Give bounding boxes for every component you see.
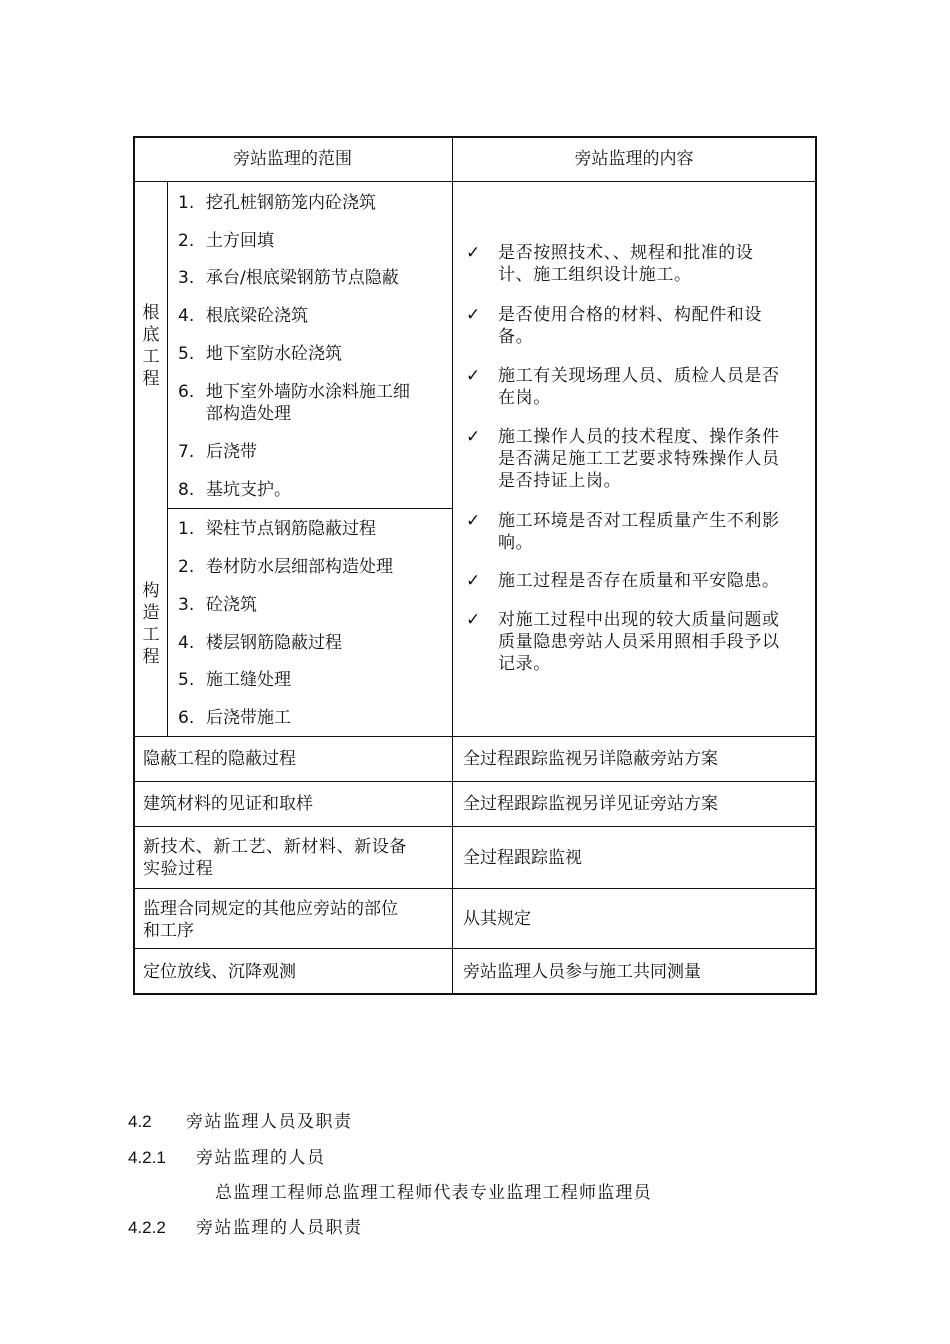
- checkmark-icon: ✓: [466, 366, 481, 386]
- row-divider-5: [133, 948, 817, 949]
- table-border-left: [133, 136, 135, 995]
- row-divider-4: [133, 888, 817, 889]
- group-label-text: 构造工程: [142, 581, 160, 667]
- section-title: 旁站监理的人员: [196, 1148, 326, 1168]
- row-content: 从其规定: [463, 909, 531, 929]
- group-label-foundation: [140, 302, 162, 390]
- section-number: 4.2: [128, 1112, 152, 1131]
- row-divider-2: [133, 781, 817, 782]
- checkmark-icon: ✓: [466, 571, 481, 591]
- checkmark-icon: ✓: [466, 305, 481, 325]
- checkmark-icon: ✓: [466, 243, 481, 263]
- row-content: 全过程跟踪监视另详见证旁站方案: [463, 794, 718, 814]
- row-scope: 新技术、新工艺、新材料、新设备 实验过程: [143, 837, 407, 879]
- section-title: 旁站监理人员及职责: [186, 1112, 353, 1132]
- row-scope: 建筑材料的见证和取样: [143, 794, 313, 814]
- row-divider-3: [133, 826, 817, 827]
- section-number: 4.2.2: [128, 1218, 166, 1237]
- row-content: 全过程跟踪监视另详隐蔽旁站方案: [463, 749, 718, 769]
- row-scope: 定位放线、沉降观测: [143, 962, 296, 982]
- supervision-table: 旁站监理的范围 旁站监理的内容 根底工程 1. 挖孔桩钢筋笼内砼浇筑 2. 土方回填 3. 承台/根底梁钢筋节点隐蔽 4. 根底梁砼浇筑 5. 地下室防水砼浇筑 6. 地下室外墙防水涂料施工细 部构造处理 7. 后浇带 8. 基坑支护。 构造工程 1. 梁柱节点钢筋隐蔽过程 2. 卷材防水层细部构造处理 3. 砼浇筑 4. 楼层钢筋隐蔽过程 5. 施工缝处理 6. 后浇带施工 ✓ 是否按照技术、、规程和批准的设 计、施工组织设计施工。 ✓ 是否使用合格的材料、构配件和设 备。 ✓ 施工有关现场理人员、质检人员是否 在岗。 ✓ 施工操作人员的技术程度、操作条件 是否满足施工工艺要求特殊操作人员 是否持证上岗。 ✓ 施工环境是否对工程质量产生不利影 响。 ✓ 施工过程是否存在质量和平安隐患。 ✓ 对施工过程中出现的较大质量问题或 质量隐患旁站人员采用照相手段予以 记录。 隐蔽工程的隐蔽过程 全过程跟踪监视另详隐蔽旁站方案 建筑材料的见证和取样 全过程跟踪监视另详见证旁站方案 新技术、新工艺、新材料、新设备 实验过程 全过程跟踪监视 监理合同规定的其他应旁站的部位 和工序 从其规定 定位放线、沉降观测 旁站监理人员参与施工共同测量: [133, 136, 817, 995]
- table-border-bottom: [133, 993, 817, 995]
- section-title: 旁站监理的人员职责: [196, 1218, 363, 1238]
- group-label-structure: [140, 580, 162, 668]
- row-content: 全过程跟踪监视: [463, 848, 582, 868]
- header-scope: 旁站监理的范围: [233, 149, 352, 169]
- checkmark-icon: ✓: [466, 427, 481, 447]
- header-content: 旁站监理的内容: [574, 149, 694, 169]
- row-scope: 隐蔽工程的隐蔽过程: [143, 749, 296, 769]
- group-divider: [167, 508, 453, 509]
- label-column-divider: [167, 181, 168, 737]
- table-border-right: [815, 136, 817, 995]
- group-label-text: 根底工程: [142, 303, 160, 389]
- checkmark-icon: ✓: [466, 610, 481, 630]
- section-number: 4.2.1: [128, 1148, 166, 1167]
- row-scope: 监理合同规定的其他应旁站的部位 和工序: [143, 899, 398, 941]
- row-content: 旁站监理人员参与施工共同测量: [463, 962, 701, 982]
- roles-line: 总监理工程师总监理工程师代表专业监理工程师监理员: [215, 1183, 652, 1203]
- checkmark-icon: ✓: [466, 511, 481, 531]
- checklist-cell: ✓ 是否按照技术、、规程和批准的设 计、施工组织设计施工。 ✓ 是否使用合格的材料、构配件和设 备。 ✓ 施工有关现场理人员、质检人员是否 在岗。 ✓ 施工操作人员的技术程度、操作条件 是否满足施工工艺要求特殊操作人员 是否持证上岗。 ✓ 施工环境是否对工程质量产生不利影 响。 ✓ 施工过程是否存在质量和平安隐患。 ✓ 对施工过程中出现的较大质量问题或 质量隐患旁站人员采用照相手段予以 记录。: [466, 243, 780, 674]
- row-divider-1: [133, 736, 817, 737]
